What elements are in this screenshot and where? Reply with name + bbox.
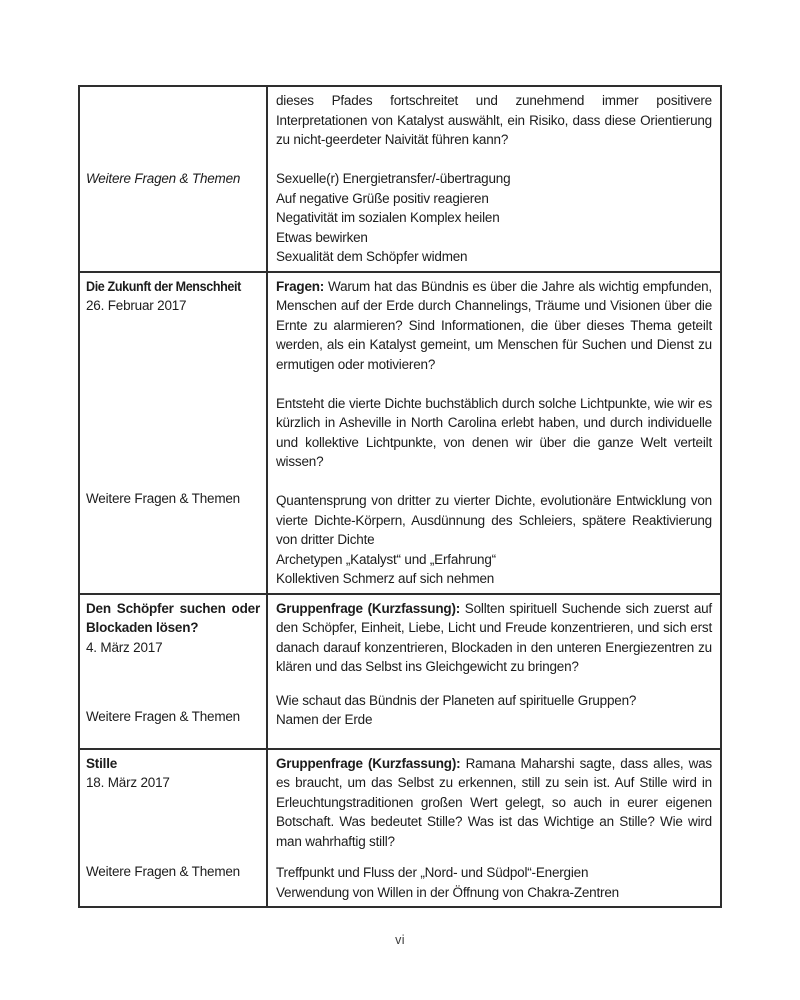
topic-paragraph: Quantensprung von dritter zu vierter Dichte, evolutionäre Entwicklung von vierte Dichte-Körpern, Ausdünnung des Schleiers, spätere Reaktivierung von dritter Dichte bbox=[276, 493, 712, 547]
topic-item: Sexualität dem Schöpfer widmen bbox=[276, 249, 468, 264]
question-prefix: Fragen: bbox=[276, 278, 325, 294]
topic-item: Negativität im sozialen Komplex heilen bbox=[276, 210, 500, 225]
row-right-cell bbox=[268, 750, 720, 907]
topic-item: Namen der Erde bbox=[276, 712, 373, 727]
question-prefix: Gruppenfrage (Kurzfassung): bbox=[276, 755, 461, 771]
session-title: Stille bbox=[86, 755, 118, 771]
spacer bbox=[276, 472, 712, 492]
question-paragraph bbox=[276, 277, 712, 375]
sessions-table bbox=[78, 85, 722, 908]
row-right-cell bbox=[268, 595, 720, 748]
weitere-fragen-label: Weitere Fragen & Themen bbox=[86, 490, 240, 506]
table-row bbox=[80, 748, 720, 907]
session-date: 26. Februar 2017 bbox=[86, 298, 187, 313]
spacer bbox=[276, 851, 712, 863]
topic-item: Etwas bewirken bbox=[276, 229, 368, 245]
spacer bbox=[276, 150, 712, 170]
topic-item: Treffpunkt und Fluss der „Nord- und Südpol“-Energien bbox=[276, 865, 589, 880]
question-paragraph: Entsteht die vierte Dichte buchstäblich durch solche Lichtpunkte, wie wir es kürzlich in Asheville in North Carolina erlebt haben, und durch individuelle und kollektive Lichtpunkte, von denen wir über die ganze Welt verteilt wissen? bbox=[276, 395, 712, 469]
row-right-cell bbox=[268, 87, 720, 271]
topic-item: Kollektiven Schmerz auf sich nehmen bbox=[276, 571, 495, 586]
table-row bbox=[80, 593, 720, 748]
table-row bbox=[80, 271, 720, 593]
session-date: 18. März 2017 bbox=[86, 775, 170, 790]
row-left-cell bbox=[80, 87, 268, 271]
spacer bbox=[276, 374, 712, 394]
question-paragraph bbox=[276, 599, 712, 677]
topic-item: Auf negative Grüße positiv reagieren bbox=[276, 190, 489, 206]
session-title bbox=[86, 277, 260, 297]
session-date: 4. März 2017 bbox=[86, 639, 163, 655]
question-text: Sollten spirituell Suchende sich zuerst auf den Schöpfer, Einheit, Liebe, Licht und Freude konzentrieren, und sich erst danach darauf konzentrieren, Blockaden in den unteren Energiezentren zu klären und das Selbst ins Gleichgewicht zu bringen? bbox=[276, 600, 712, 674]
session-title-text: Die Zukunft der Menschheit bbox=[86, 278, 241, 294]
table-row bbox=[80, 87, 720, 271]
row-left-cell bbox=[80, 273, 268, 593]
row-left-cell bbox=[80, 750, 268, 907]
topic-item: Verwendung von Willen in der Öffnung von Chakra-Zentren bbox=[276, 884, 619, 900]
topic-item: Wie schaut das Bündnis der Planeten auf spirituelle Gruppen? bbox=[276, 692, 637, 708]
row-right-cell bbox=[268, 273, 720, 593]
row-left-cell bbox=[80, 595, 268, 748]
weitere-fragen-label: Weitere Fragen & Themen bbox=[86, 171, 241, 186]
question-text: Ramana Maharshi sagte, dass alles, was es braucht, um das Selbst zu erkennen, still zu sein ist. Auf Stille wird in Erleuchtungstraditionen großen Wert gelegt, so auch in eurer eigenen Botschaft. Was bedeutet Stille? Was ist das Wichtige an Stille? Wie wird man wahrhaftig still? bbox=[276, 755, 712, 849]
weitere-fragen-label: Weitere Fragen & Themen bbox=[86, 863, 240, 879]
session-title: Den Schöpfer suchen oder Blockaden lösen? bbox=[86, 600, 260, 635]
topic-item: Archetypen „Katalyst“ und „Erfahrung“ bbox=[276, 551, 496, 567]
weitere-fragen-label: Weitere Fragen & Themen bbox=[86, 708, 240, 724]
question-paragraph: dieses Pfades fortschreitet und zunehmend immer positivere Interpretationen von Katalyst auswählt, ein Risiko, dass diese Orientierung zu nicht-geerdeter Naivität führen kann? bbox=[276, 93, 712, 147]
page-number: vi bbox=[395, 933, 405, 947]
topic-item: Sexuelle(r) Energietransfer/-übertragung bbox=[276, 171, 511, 186]
question-text: Warum hat das Bündnis es über die Jahre als wichtig empfunden, Menschen auf der Erde durch Channelings, Träume und Visionen über die Ernte zu alarmieren? Sind Informationen, die über dieses Thema geteilt werden, als ein Katalyst gemeint, um Menschen für Suchen und Dienst zu ermutigen oder motivieren? bbox=[276, 278, 712, 372]
spacer bbox=[276, 677, 712, 691]
question-prefix: Gruppenfrage (Kurzfassung): bbox=[276, 600, 461, 616]
question-paragraph bbox=[276, 754, 712, 852]
